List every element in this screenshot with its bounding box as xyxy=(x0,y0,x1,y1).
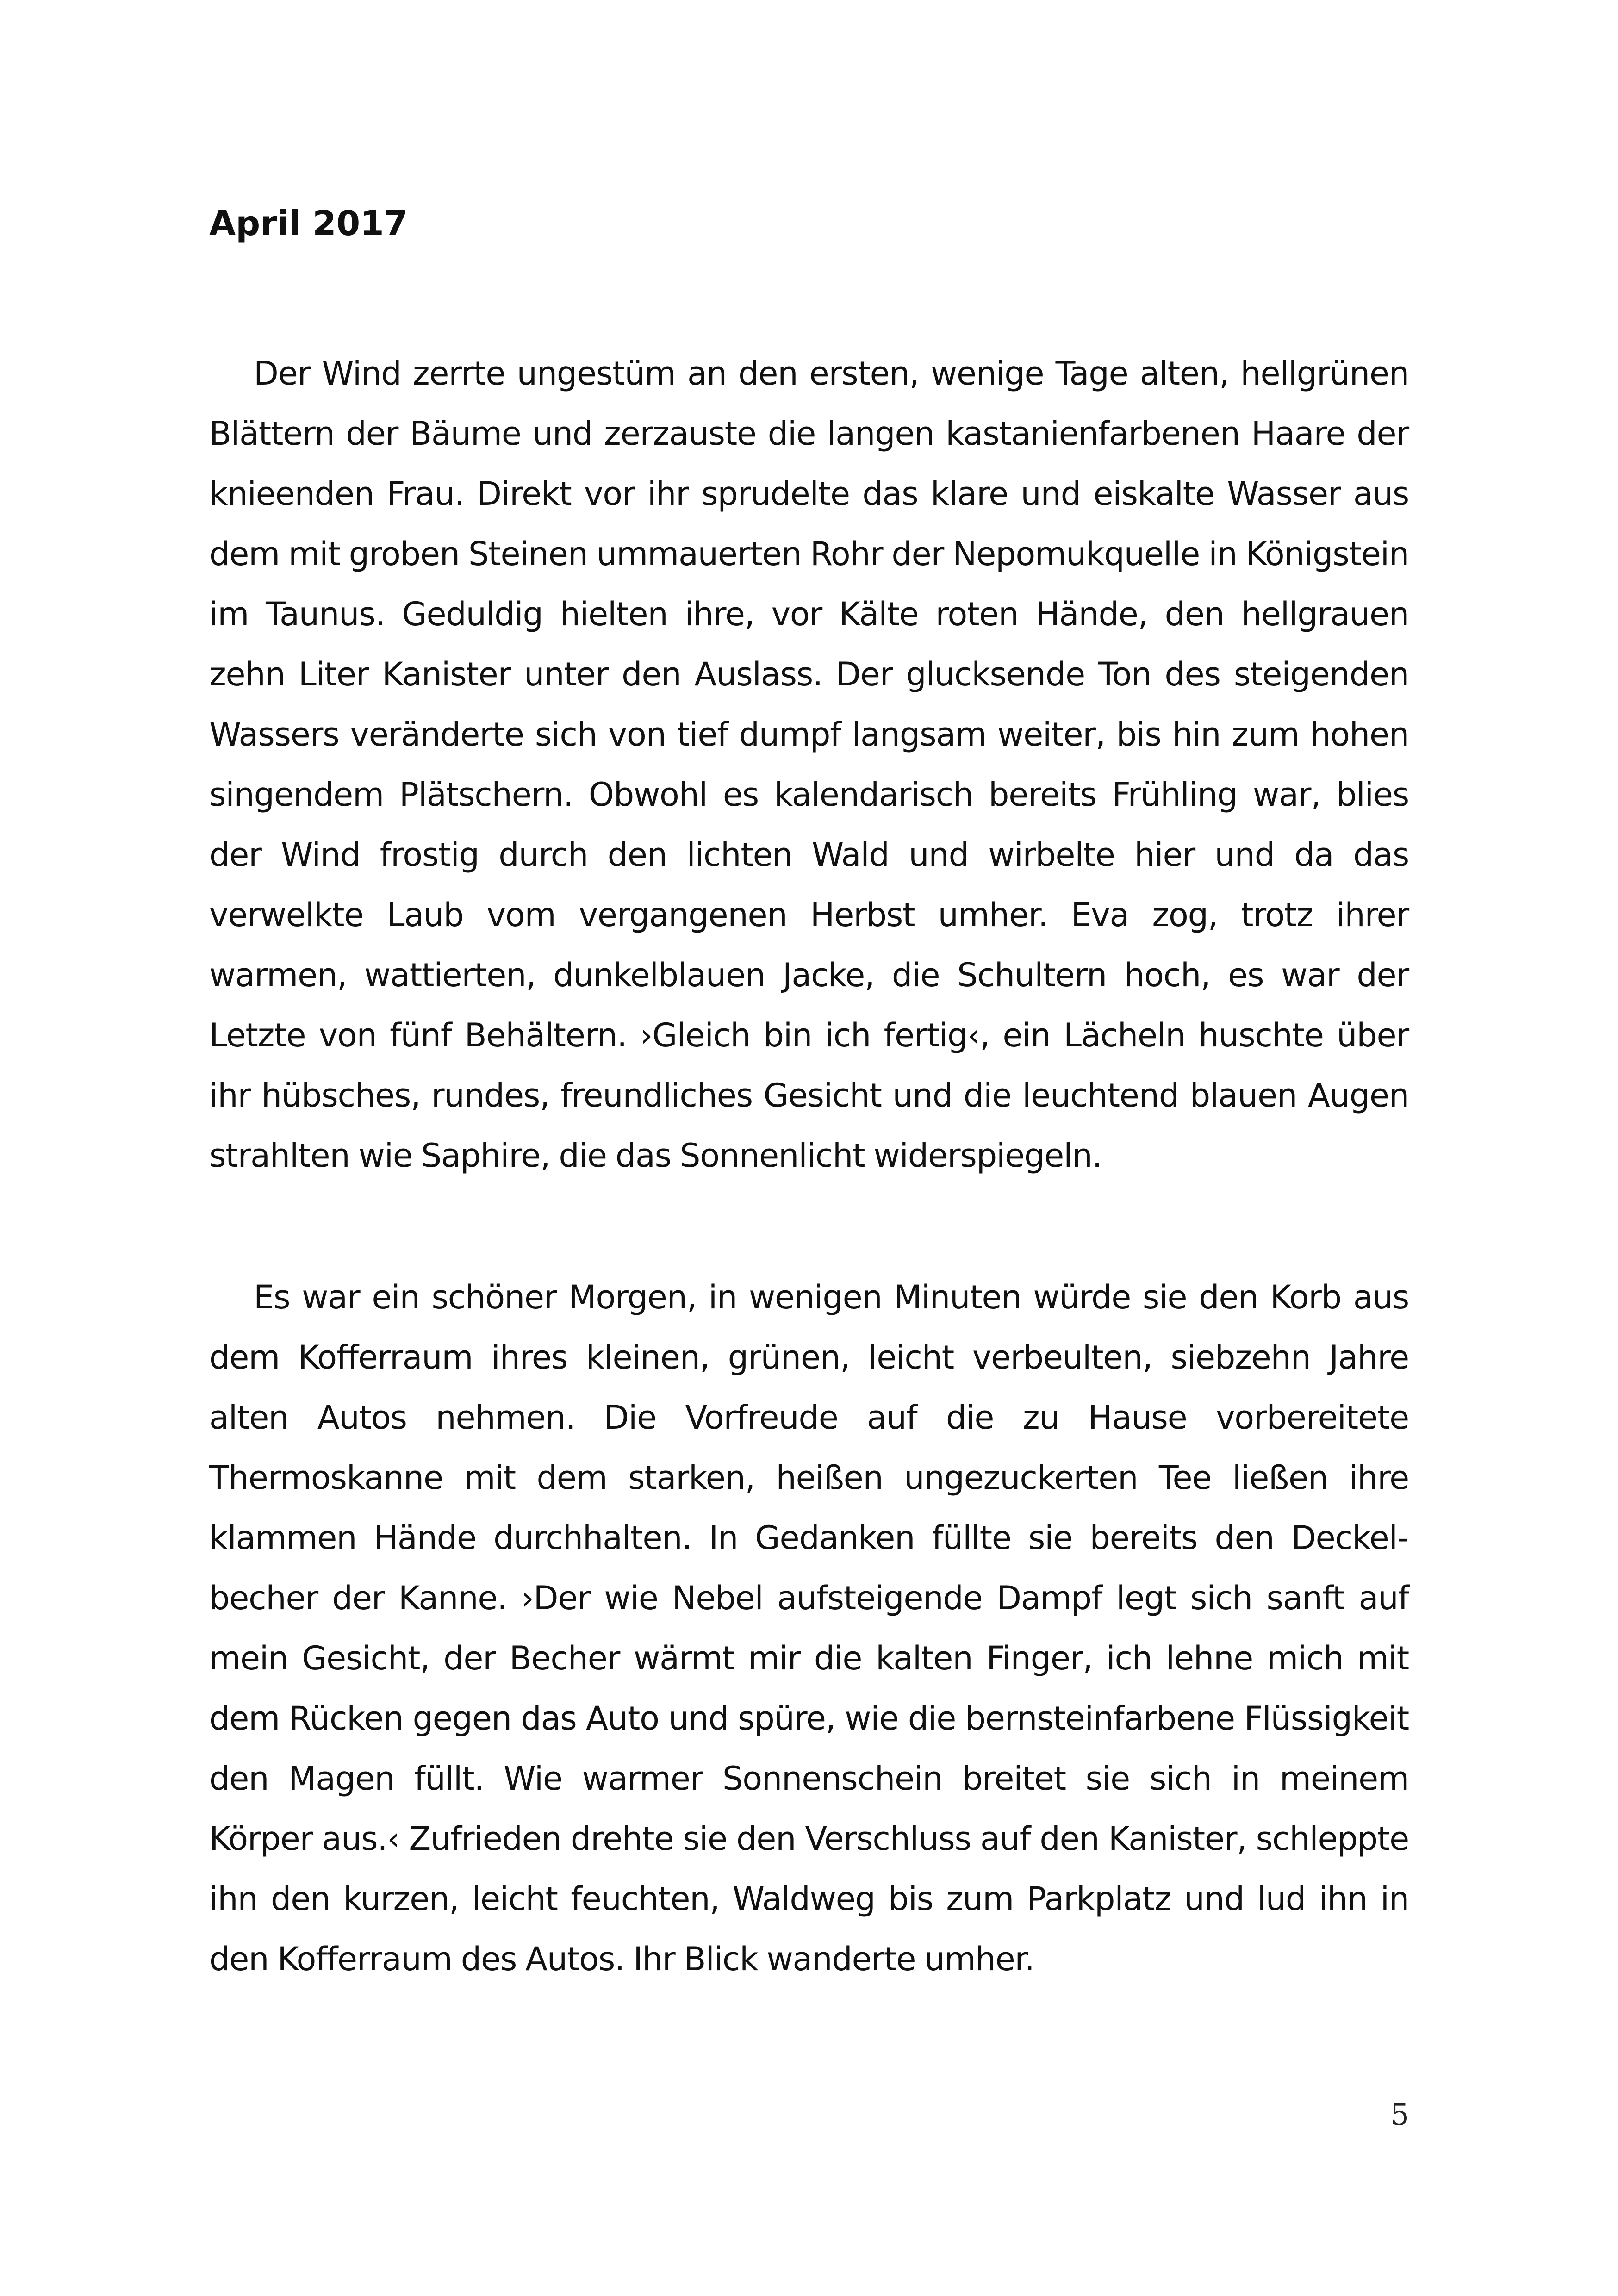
chapter-heading: April 2017 xyxy=(209,204,408,243)
page-number: 5 xyxy=(1390,2098,1409,2132)
paragraph-2: Es war ein schöner Morgen, in wenigen Minuten würde sie den Korb aus dem Kofferraum ihres kleinen, grünen, leicht verbeulten, siebzehn Jahre alten Autos nehmen. Die Vorfreude auf die zu Hause vorbereitete Thermoskanne mit dem starken, heißen ungezuckerten Tee ließen ihre klammen Hände durchhalten. In Gedanken füllte sie bereits den Deckelbecher der Kanne. ›Der wie Nebel aufsteigende Dampf legt sich sanft auf mein Gesicht, der Becher wärmt mir die kalten Finger, ich lehne mich mit dem Rücken gegen das Auto und spüre, wie die bernsteinfarbene Flüssigkeit den Magen füllt. Wie warmer Sonnenschein breitet sie sich in meinem Körper aus.‹ Zufrieden drehte sie den Verschluss auf den Kanister, schleppte ihn den kurzen, leicht feuchten, Waldweg bis zum Parkplatz und lud ihn in den Kofferraum des Autos. Ihr Blick wanderte umher. xyxy=(209,1278,1409,1978)
paragraph-1: Der Wind zerrte ungestüm an den ersten, wenige Tage alten, hellgrünen Blättern der Bäume und zerzauste die langen kastanienfarbenen Haare der knieenden Frau. Direkt vor ihr sprudelte das klare und eiskalte Wasser aus dem mit groben Steinen ummauerten Rohr der Nepomukquelle in Königstein im Taunus. Geduldig hielten ihre, vor Kälte roten Hände, den hellgrauen zehn Liter Kanister unter den Auslass. Der glucksende Ton des steigenden Wassers veränderte sich von tief dumpf langsam weiter, bis hin zum hohen singendem Plätschern. Obwohl es kalendarisch bereits Frühling war, blies der Wind frostig durch den lichten Wald und wirbelte hier und da das verwelkte Laub vom vergangenen Herbst umher. Eva zog, trotz ihrer warmen, wattierten, dunkelblauen Jacke, die Schultern hoch, es war der Letzte von fünf Behältern. ›Gleich bin ich fertig‹, ein Lächeln huschte über ihr hübsches, rundes, freundliches Gesicht und die leuchtend blauen Augen strahlten wie Saphire, die das Sonnenlicht widerspiegeln. xyxy=(209,355,1409,1175)
